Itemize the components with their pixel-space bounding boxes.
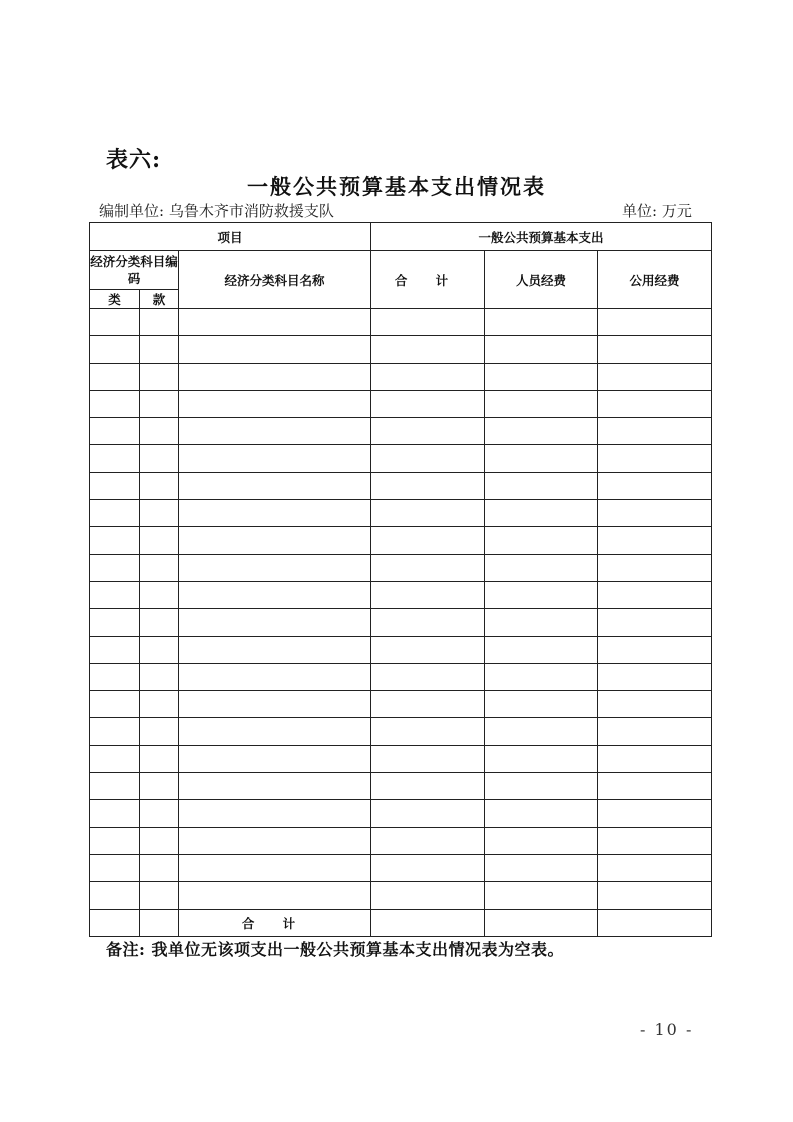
table-cell [90, 663, 140, 690]
table-cell [140, 663, 179, 690]
table-cell [140, 854, 179, 881]
table-cell [598, 663, 712, 690]
table-cell [485, 336, 598, 363]
table-number-label: 表六: [106, 147, 162, 173]
table-cell [140, 609, 179, 636]
table-cell [485, 909, 598, 936]
table-cell [485, 636, 598, 663]
table-cell [371, 663, 485, 690]
table-cell [140, 909, 179, 936]
table-row [90, 773, 712, 800]
table-cell [90, 445, 140, 472]
table-cell [371, 854, 485, 881]
header-personnel: 人员经费 [485, 251, 598, 309]
header-item: 项目 [90, 223, 371, 251]
table-cell [485, 309, 598, 336]
table-cell [371, 390, 485, 417]
table-cell [140, 773, 179, 800]
table-cell [179, 827, 371, 854]
table-cell [485, 745, 598, 772]
table-cell [485, 827, 598, 854]
table-row [90, 418, 712, 445]
table-cell [179, 527, 371, 554]
table-cell [90, 363, 140, 390]
header-total: 合 计 [371, 251, 485, 309]
table-cell [179, 718, 371, 745]
table-cell [485, 500, 598, 527]
table-row [90, 390, 712, 417]
table-row [90, 691, 712, 718]
table-row [90, 854, 712, 881]
table-cell [140, 309, 179, 336]
table-cell [485, 882, 598, 909]
table-cell [140, 554, 179, 581]
table-cell [485, 554, 598, 581]
table-row [90, 472, 712, 499]
table-cell [371, 309, 485, 336]
table-cell [598, 854, 712, 881]
table-cell [598, 636, 712, 663]
table-cell [179, 581, 371, 608]
table-cell [371, 418, 485, 445]
table-cell [90, 472, 140, 499]
table-cell [598, 363, 712, 390]
table-cell [598, 527, 712, 554]
table-cell [598, 718, 712, 745]
table-cell [140, 745, 179, 772]
table-cell [485, 609, 598, 636]
table-cell [485, 773, 598, 800]
table-cell [140, 691, 179, 718]
footnote: 备注: 我单位无该项支出一般公共预算基本支出情况表为空表。 [106, 940, 564, 959]
table-cell [140, 390, 179, 417]
table-cell [140, 581, 179, 608]
table-cell [90, 745, 140, 772]
table-cell [485, 854, 598, 881]
currency-unit: 单位: 万元 [622, 202, 692, 220]
table-cell [90, 418, 140, 445]
table-cell [371, 581, 485, 608]
table-cell [371, 554, 485, 581]
table-cell [179, 554, 371, 581]
table-cell [90, 773, 140, 800]
table-cell [371, 445, 485, 472]
table-cell [485, 581, 598, 608]
table-cell [371, 500, 485, 527]
table-cell [140, 718, 179, 745]
table-cell [179, 445, 371, 472]
page-number: - 10 - [640, 1020, 694, 1039]
table-cell [485, 363, 598, 390]
header-code: 经济分类科目编码 [90, 251, 179, 290]
table-row [90, 718, 712, 745]
header-public: 公用经费 [598, 251, 712, 309]
table-cell [140, 882, 179, 909]
table-cell [598, 691, 712, 718]
table-cell [90, 527, 140, 554]
header-expense: 一般公共预算基本支出 [371, 223, 712, 251]
table-cell [90, 636, 140, 663]
table-cell [485, 691, 598, 718]
table-cell [371, 909, 485, 936]
table-cell [179, 390, 371, 417]
table-cell [371, 527, 485, 554]
table-cell [371, 718, 485, 745]
table-cell [371, 827, 485, 854]
table-cell [179, 745, 371, 772]
table-row [90, 663, 712, 690]
table-cell [179, 773, 371, 800]
table-cell [90, 691, 140, 718]
table-cell [90, 827, 140, 854]
table-cell [598, 581, 712, 608]
table-cell [371, 472, 485, 499]
table-cell [598, 773, 712, 800]
table-cell [371, 363, 485, 390]
table-cell [371, 773, 485, 800]
table-cell [598, 882, 712, 909]
table-row [90, 363, 712, 390]
table-cell [140, 827, 179, 854]
table-row [90, 882, 712, 909]
table-cell [371, 882, 485, 909]
table-cell [485, 527, 598, 554]
table-cell [179, 472, 371, 499]
table-cell [90, 581, 140, 608]
table-cell [140, 800, 179, 827]
table-cell [371, 636, 485, 663]
table-cell [140, 336, 179, 363]
table-cell [485, 472, 598, 499]
table-cell [90, 309, 140, 336]
table-cell [179, 418, 371, 445]
table-cell [371, 745, 485, 772]
header-name: 经济分类科目名称 [179, 251, 371, 309]
table-cell [371, 800, 485, 827]
table-cell [140, 636, 179, 663]
table-cell [90, 554, 140, 581]
table-cell [598, 336, 712, 363]
table-row [90, 609, 712, 636]
table-row [90, 500, 712, 527]
table-cell [179, 882, 371, 909]
table-row [90, 527, 712, 554]
table-cell [598, 390, 712, 417]
table-row [90, 745, 712, 772]
header-row-2 [90, 251, 712, 290]
table-cell [598, 500, 712, 527]
table-cell [90, 390, 140, 417]
table-row [90, 636, 712, 663]
table-cell [140, 363, 179, 390]
table-cell [598, 309, 712, 336]
table-cell [90, 500, 140, 527]
table-cell [598, 445, 712, 472]
table-cell [90, 609, 140, 636]
table-cell [598, 745, 712, 772]
compiling-unit: 编制单位: 乌鲁木齐市消防救援支队 [99, 202, 334, 220]
total-row [90, 909, 712, 936]
total-row-label: 合 计 [179, 909, 371, 936]
table-cell [598, 800, 712, 827]
table-cell [598, 827, 712, 854]
table-cell [179, 800, 371, 827]
table-cell [90, 718, 140, 745]
table-cell [485, 445, 598, 472]
table-cell [485, 718, 598, 745]
table-cell [598, 909, 712, 936]
table-row [90, 827, 712, 854]
table-cell [90, 800, 140, 827]
table-row [90, 800, 712, 827]
table-cell [179, 336, 371, 363]
header-section: 款 [140, 290, 179, 309]
table-row [90, 445, 712, 472]
table-cell [90, 909, 140, 936]
table-cell [179, 309, 371, 336]
table-cell [90, 854, 140, 881]
table-cell [179, 363, 371, 390]
table-cell [140, 472, 179, 499]
table-row [90, 336, 712, 363]
table-cell [485, 663, 598, 690]
table-cell [179, 636, 371, 663]
table-cell [598, 472, 712, 499]
table-cell [598, 609, 712, 636]
table-cell [485, 390, 598, 417]
header-row-1 [90, 223, 712, 251]
table-cell [140, 500, 179, 527]
table-cell [90, 336, 140, 363]
table-cell [179, 854, 371, 881]
table-cell [140, 527, 179, 554]
table-row [90, 309, 712, 336]
table-cell [179, 609, 371, 636]
table-cell [598, 554, 712, 581]
table-row [90, 581, 712, 608]
table-cell [140, 418, 179, 445]
header-class: 类 [90, 290, 140, 309]
table-cell [371, 691, 485, 718]
table-cell [485, 418, 598, 445]
table-cell [179, 691, 371, 718]
table-cell [371, 609, 485, 636]
table-row [90, 554, 712, 581]
table-cell [179, 663, 371, 690]
expense-table [89, 222, 712, 937]
table-cell [140, 445, 179, 472]
table-cell [179, 500, 371, 527]
table-cell [598, 418, 712, 445]
table-cell [371, 336, 485, 363]
table-cell [90, 882, 140, 909]
page-title: 一般公共预算基本支出情况表 [247, 174, 546, 199]
table-cell [485, 800, 598, 827]
